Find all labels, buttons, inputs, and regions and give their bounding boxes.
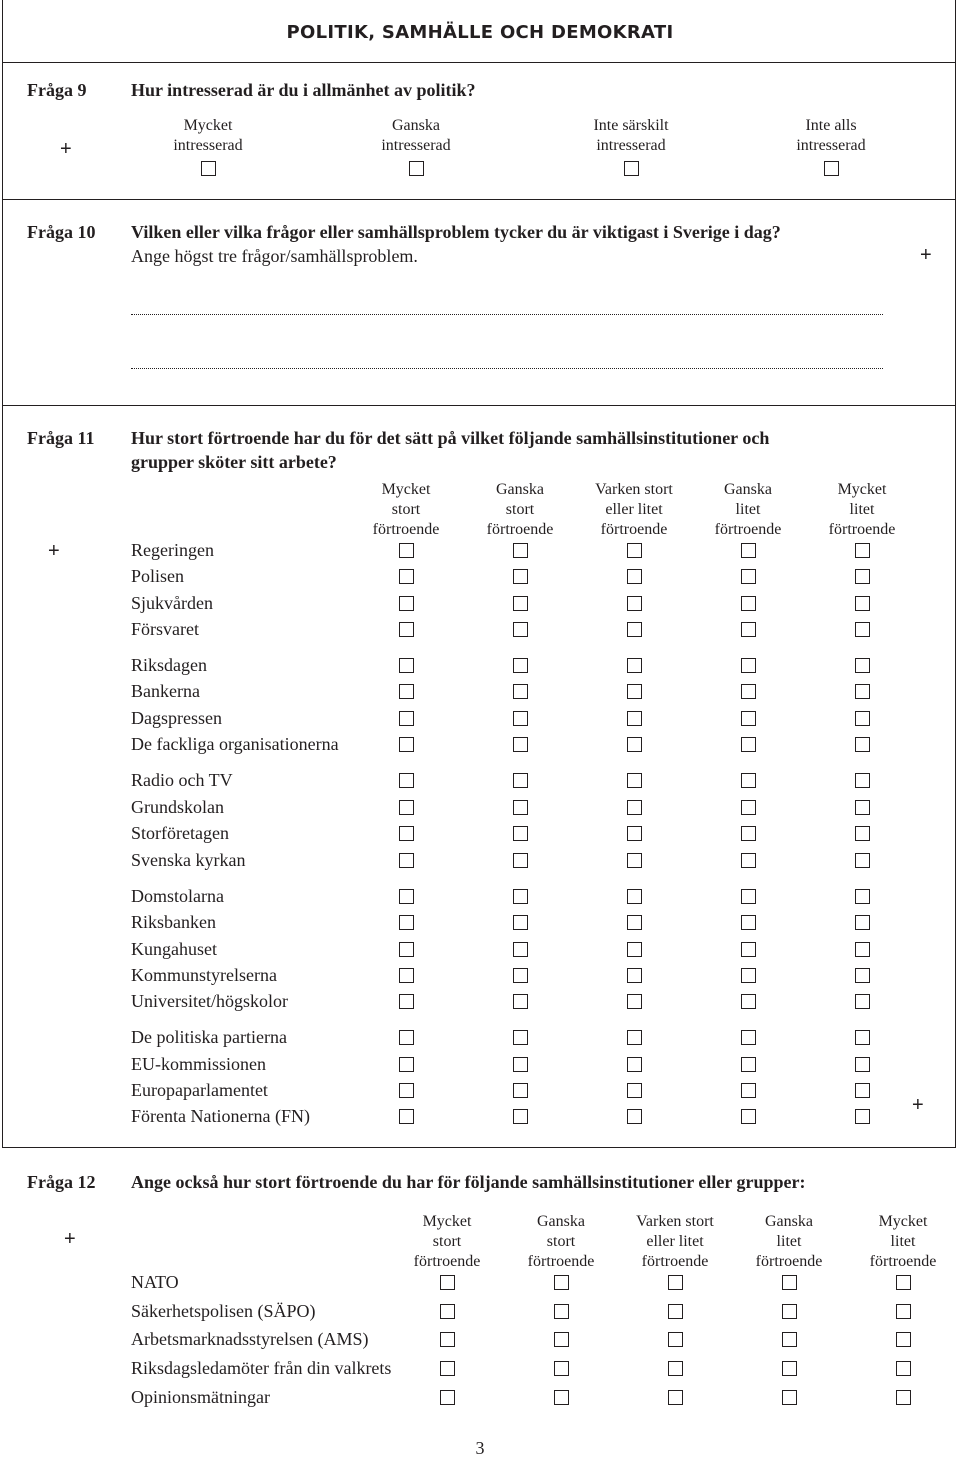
q11-rating-checkbox[interactable] — [513, 684, 528, 699]
q11-column-header-line1: Ganska — [724, 481, 772, 498]
q11-row-label: Dagspressen — [131, 708, 222, 728]
q11-rating-checkbox[interactable] — [855, 915, 870, 930]
q10-answer-line-2[interactable] — [131, 368, 883, 369]
q9-option-checkbox[interactable] — [409, 161, 424, 176]
q12-row-label: Arbetsmarknadsstyrelsen (AMS) — [131, 1329, 369, 1349]
q11-rating-checkbox[interactable] — [855, 658, 870, 673]
q12-column-header-line2: litet — [776, 1233, 802, 1250]
q12-row-label: NATO — [131, 1272, 179, 1292]
q11-rating-checkbox[interactable] — [513, 826, 528, 841]
q12-rating-checkbox[interactable] — [554, 1361, 569, 1376]
q11-rating-checkbox[interactable] — [513, 596, 528, 611]
q11-question-line2: grupper sköter sitt arbete? — [131, 452, 337, 472]
q11-row-label: Universitet/högskolor — [131, 991, 288, 1011]
q11-row-label: Regeringen — [131, 540, 214, 560]
q11-column-header-line2: stort — [505, 501, 535, 518]
q12-rating-checkbox[interactable] — [668, 1332, 683, 1347]
q11-rating-checkbox[interactable] — [627, 658, 642, 673]
q12-question: Ange också hur stort förtroende du har för följande samhällsinstitutioner eller grupper: — [131, 1172, 806, 1192]
q11-rating-checkbox[interactable] — [399, 711, 414, 726]
q12-rating-checkbox[interactable] — [554, 1304, 569, 1319]
q11-rating-checkbox[interactable] — [627, 1109, 642, 1124]
q9-option-label-line1: Mycket — [183, 117, 233, 134]
q11-rating-checkbox[interactable] — [399, 658, 414, 673]
q12-rating-checkbox[interactable] — [896, 1304, 911, 1319]
q11-rating-checkbox[interactable] — [513, 889, 528, 904]
q12-rating-checkbox[interactable] — [896, 1390, 911, 1405]
q10-divider — [2, 405, 956, 406]
q11-column-header — [569, 480, 699, 540]
q11-rating-checkbox[interactable] — [855, 622, 870, 637]
q11-rating-checkbox[interactable] — [741, 800, 756, 815]
q12-rating-checkbox[interactable] — [782, 1361, 797, 1376]
q11-row-label: Försvaret — [131, 619, 199, 639]
q11-rating-checkbox[interactable] — [399, 994, 414, 1009]
q11-rating-checkbox[interactable] — [741, 569, 756, 584]
q11-rating-checkbox[interactable] — [399, 826, 414, 841]
q11-rating-checkbox[interactable] — [627, 915, 642, 930]
q11-row-label: Förenta Nationerna (FN) — [131, 1106, 310, 1126]
q12-rating-checkbox[interactable] — [668, 1275, 683, 1290]
q10-label: Fråga 10 — [27, 222, 96, 242]
q11-rating-checkbox[interactable] — [627, 773, 642, 788]
q12-column-header-line1: Varken stort — [636, 1213, 714, 1230]
q11-row-label: Radio och TV — [131, 770, 233, 790]
q12-label: Fråga 12 — [27, 1172, 96, 1192]
q11-rating-checkbox[interactable] — [399, 569, 414, 584]
q11-rating-checkbox[interactable] — [513, 994, 528, 1009]
q11-rating-checkbox[interactable] — [627, 968, 642, 983]
q11-rating-checkbox[interactable] — [741, 942, 756, 957]
q12-rating-checkbox[interactable] — [782, 1275, 797, 1290]
q11-rating-checkbox[interactable] — [855, 853, 870, 868]
q11-rating-checkbox[interactable] — [399, 968, 414, 983]
q11-row-label: Riksdagen — [131, 655, 207, 675]
q11-row-label: Europaparlamentet — [131, 1080, 268, 1100]
q11-rating-checkbox[interactable] — [741, 1030, 756, 1045]
q11-rating-checkbox[interactable] — [399, 889, 414, 904]
q11-row-label: Polisen — [131, 566, 185, 586]
q11-rating-checkbox[interactable] — [513, 968, 528, 983]
q11-rating-checkbox[interactable] — [399, 1030, 414, 1045]
q11-rating-checkbox[interactable] — [627, 1030, 642, 1045]
q11-rating-checkbox[interactable] — [399, 915, 414, 930]
q11-rating-checkbox[interactable] — [627, 800, 642, 815]
q12-column-header-line3: förtroende — [527, 1253, 595, 1270]
q11-rating-checkbox[interactable] — [855, 1030, 870, 1045]
q9-option-label-line2: intresserad — [596, 137, 666, 154]
q11-row-label: De fackliga organisationerna — [131, 734, 339, 754]
q11-column-header — [683, 480, 813, 540]
q11-rating-checkbox[interactable] — [627, 1057, 642, 1072]
q12-rating-checkbox[interactable] — [668, 1361, 683, 1376]
q11-rating-checkbox[interactable] — [627, 889, 642, 904]
q12-column-header — [382, 1212, 512, 1272]
q11-rating-checkbox[interactable] — [513, 1083, 528, 1098]
q12-rating-checkbox[interactable] — [440, 1390, 455, 1405]
q11-rating-checkbox[interactable] — [855, 569, 870, 584]
q12-column-header-line3: förtroende — [755, 1253, 823, 1270]
q11-rating-checkbox[interactable] — [399, 800, 414, 815]
q11-rating-checkbox[interactable] — [513, 1030, 528, 1045]
q11-rating-checkbox[interactable] — [741, 853, 756, 868]
title-divider — [2, 62, 956, 63]
q12-column-header-line1: Ganska — [537, 1213, 585, 1230]
q12-rating-checkbox[interactable] — [554, 1275, 569, 1290]
q11-column-header-line2: stort — [391, 501, 421, 518]
plus-mark: + — [48, 540, 60, 562]
q11-rating-checkbox[interactable] — [741, 711, 756, 726]
q12-column-header — [496, 1212, 626, 1272]
q12-rating-checkbox[interactable] — [668, 1304, 683, 1319]
q12-rating-checkbox[interactable] — [668, 1390, 683, 1405]
q11-rating-checkbox[interactable] — [513, 853, 528, 868]
q11-rating-checkbox[interactable] — [855, 889, 870, 904]
q11-column-header-line1: Mycket — [837, 481, 887, 498]
q12-rating-checkbox[interactable] — [440, 1304, 455, 1319]
page-number: 3 — [475, 1438, 485, 1458]
plus-mark: + — [920, 244, 932, 266]
q12-rating-checkbox[interactable] — [896, 1361, 911, 1376]
section-title: POLITIK, SAMHÄLLE OCH DEMOKRATI — [286, 22, 674, 43]
q9-option-label-line2: intresserad — [173, 137, 243, 154]
q11-rating-checkbox[interactable] — [741, 915, 756, 930]
q11-rating-checkbox[interactable] — [399, 596, 414, 611]
q12-column-header-line2: stort — [432, 1233, 462, 1250]
q11-rating-checkbox[interactable] — [627, 569, 642, 584]
q11-rating-checkbox[interactable] — [855, 942, 870, 957]
q11-rating-checkbox[interactable] — [741, 1057, 756, 1072]
q9-option-label-line1: Inte alls — [805, 117, 857, 134]
q9-option-label-line1: Ganska — [392, 117, 440, 134]
q11-rating-checkbox[interactable] — [855, 596, 870, 611]
q12-row-label: Riksdagsledamöter från din valkrets — [131, 1358, 392, 1378]
q11-rating-checkbox[interactable] — [513, 543, 528, 558]
q12-column-header-line1: Mycket — [422, 1213, 472, 1230]
q11-row-label: Domstolarna — [131, 886, 224, 906]
q9-option-checkbox[interactable] — [824, 161, 839, 176]
q11-rating-checkbox[interactable] — [855, 800, 870, 815]
q10-answer-line-1[interactable] — [131, 314, 883, 315]
q11-rating-checkbox[interactable] — [513, 942, 528, 957]
q11-rating-checkbox[interactable] — [627, 622, 642, 637]
q11-rating-checkbox[interactable] — [513, 915, 528, 930]
q11-row-label: Storföretagen — [131, 823, 229, 843]
q11-column-header-line1: Ganska — [496, 481, 544, 498]
q11-rating-checkbox[interactable] — [741, 737, 756, 752]
q9-option-header — [351, 116, 481, 156]
q12-column-header-line2: stort — [546, 1233, 576, 1250]
q11-row-label: Kommunstyrelserna — [131, 965, 277, 985]
q11-column-header-line3: förtroende — [714, 521, 782, 538]
q11-rating-checkbox[interactable] — [855, 737, 870, 752]
q9-option-label-line2: intresserad — [381, 137, 451, 154]
q12-rating-checkbox[interactable] — [782, 1390, 797, 1405]
q11-column-header-line1: Mycket — [381, 481, 431, 498]
q11-rating-checkbox[interactable] — [513, 658, 528, 673]
q9-question: Hur intresserad är du i allmänhet av politik? — [131, 80, 476, 100]
q11-rating-checkbox[interactable] — [399, 622, 414, 637]
q11-rating-checkbox[interactable] — [741, 773, 756, 788]
plus-mark: + — [912, 1094, 924, 1116]
q9-option-label-line2: intresserad — [796, 137, 866, 154]
q12-column-header-line2: litet — [890, 1233, 916, 1250]
q11-rating-checkbox[interactable] — [399, 1057, 414, 1072]
q12-rating-checkbox[interactable] — [554, 1390, 569, 1405]
q12-rating-checkbox[interactable] — [554, 1332, 569, 1347]
q11-rating-checkbox[interactable] — [855, 1083, 870, 1098]
q11-column-header-line3: förtroende — [828, 521, 896, 538]
q11-rating-checkbox[interactable] — [741, 1109, 756, 1124]
q12-column-header-line1: Ganska — [765, 1213, 813, 1230]
q10-question-line2: Ange högst tre frågor/samhällsproblem. — [131, 246, 418, 266]
q11-rating-checkbox[interactable] — [741, 826, 756, 841]
q11-rating-checkbox[interactable] — [627, 942, 642, 957]
q11-rating-checkbox[interactable] — [855, 543, 870, 558]
q11-rating-checkbox[interactable] — [741, 1083, 756, 1098]
q9-label: Fråga 9 — [27, 80, 87, 100]
q12-column-header — [610, 1212, 740, 1272]
q11-rating-checkbox[interactable] — [627, 1083, 642, 1098]
q11-rating-checkbox[interactable] — [399, 684, 414, 699]
q11-row-label: De politiska partierna — [131, 1027, 287, 1047]
q11-rating-checkbox[interactable] — [627, 711, 642, 726]
q11-row-label: EU-kommissionen — [131, 1054, 266, 1074]
q11-rating-checkbox[interactable] — [399, 737, 414, 752]
q11-rating-checkbox[interactable] — [627, 853, 642, 868]
q9-option-checkbox[interactable] — [624, 161, 639, 176]
q11-column-header-line2: litet — [735, 501, 761, 518]
q11-rating-checkbox[interactable] — [399, 1083, 414, 1098]
q11-rating-checkbox[interactable] — [627, 543, 642, 558]
q11-rating-checkbox[interactable] — [855, 711, 870, 726]
q11-rating-checkbox[interactable] — [741, 622, 756, 637]
q12-rating-checkbox[interactable] — [440, 1332, 455, 1347]
q11-column-header — [797, 480, 927, 540]
q11-rating-checkbox[interactable] — [399, 543, 414, 558]
q11-column-header — [341, 480, 471, 540]
q11-rating-checkbox[interactable] — [855, 826, 870, 841]
q11-column-header-line2: litet — [849, 501, 875, 518]
q11-rating-checkbox[interactable] — [627, 737, 642, 752]
q11-rating-checkbox[interactable] — [627, 826, 642, 841]
q11-rating-checkbox[interactable] — [627, 994, 642, 1009]
q11-column-header-line1: Varken stort — [595, 481, 673, 498]
q11-column-header-line3: förtroende — [372, 521, 440, 538]
q9-option-header — [766, 116, 896, 156]
q11-rating-checkbox[interactable] — [513, 1057, 528, 1072]
q11-column-header — [455, 480, 585, 540]
q11-row-label: Kungahuset — [131, 939, 217, 959]
q9-option-label-line1: Inte särskilt — [593, 117, 669, 134]
q11-rating-checkbox[interactable] — [741, 684, 756, 699]
q9-divider — [2, 199, 956, 200]
q11-rating-checkbox[interactable] — [741, 596, 756, 611]
q11-rating-checkbox[interactable] — [627, 684, 642, 699]
q12-column-header-line2: eller litet — [646, 1233, 704, 1250]
q12-rating-checkbox[interactable] — [782, 1304, 797, 1319]
q11-rating-checkbox[interactable] — [855, 968, 870, 983]
q12-column-header-line3: förtroende — [641, 1253, 709, 1270]
q11-rating-checkbox[interactable] — [855, 994, 870, 1009]
q11-row-label: Grundskolan — [131, 797, 224, 817]
q12-column-header-line3: förtroende — [413, 1253, 481, 1270]
q12-rating-checkbox[interactable] — [782, 1332, 797, 1347]
q12-rating-checkbox[interactable] — [440, 1275, 455, 1290]
q11-question-line1: Hur stort förtroende har du för det sätt på vilket följande samhällsinstitutioner och — [131, 428, 770, 448]
q11-rating-checkbox[interactable] — [513, 569, 528, 584]
q9-option-header — [566, 116, 696, 156]
plus-mark: + — [60, 138, 72, 160]
q12-row-label: Säkerhetspolisen (SÄPO) — [131, 1301, 316, 1321]
q11-rating-checkbox[interactable] — [741, 543, 756, 558]
q11-rating-checkbox[interactable] — [399, 773, 414, 788]
q11-row-label: Riksbanken — [131, 912, 216, 932]
q11-label: Fråga 11 — [27, 428, 95, 448]
q11-rating-checkbox[interactable] — [513, 622, 528, 637]
q11-rating-checkbox[interactable] — [513, 711, 528, 726]
q10-question-line1: Vilken eller vilka frågor eller samhällsproblem tycker du är viktigast i Sverige i dag? — [131, 222, 781, 242]
q12-column-header — [724, 1212, 854, 1272]
q11-row-label: Sjukvården — [131, 593, 213, 613]
q11-rating-checkbox[interactable] — [513, 737, 528, 752]
q12-column-header-line1: Mycket — [878, 1213, 928, 1230]
q11-rating-checkbox[interactable] — [855, 773, 870, 788]
plus-mark: + — [64, 1228, 76, 1250]
q11-rating-checkbox[interactable] — [855, 1109, 870, 1124]
q9-option-checkbox[interactable] — [201, 161, 216, 176]
q12-rating-checkbox[interactable] — [440, 1361, 455, 1376]
q11-rating-checkbox[interactable] — [855, 1057, 870, 1072]
q11-column-header-line3: förtroende — [486, 521, 554, 538]
q11-rating-checkbox[interactable] — [741, 994, 756, 1009]
q12-row-label: Opinionsmätningar — [131, 1387, 270, 1407]
q11-rating-checkbox[interactable] — [741, 889, 756, 904]
q11-rating-checkbox[interactable] — [513, 800, 528, 815]
q11-row-label: Bankerna — [131, 681, 200, 701]
q11-rating-checkbox[interactable] — [513, 773, 528, 788]
q11-rating-checkbox[interactable] — [399, 1109, 414, 1124]
q11-rating-checkbox[interactable] — [513, 1109, 528, 1124]
q11-rating-checkbox[interactable] — [627, 596, 642, 611]
q12-column-header-line3: förtroende — [869, 1253, 937, 1270]
q12-rating-checkbox[interactable] — [896, 1332, 911, 1347]
q12-column-header — [838, 1212, 960, 1272]
q9-option-header — [143, 116, 273, 156]
q11-row-label: Svenska kyrkan — [131, 850, 246, 870]
q11-rating-checkbox[interactable] — [741, 968, 756, 983]
q11-rating-checkbox[interactable] — [855, 684, 870, 699]
q11-column-header-line2: eller litet — [605, 501, 663, 518]
q11-column-header-line3: förtroende — [600, 521, 668, 538]
q11-rating-checkbox[interactable] — [741, 658, 756, 673]
q12-rating-checkbox[interactable] — [896, 1275, 911, 1290]
q11-rating-checkbox[interactable] — [399, 942, 414, 957]
q11-rating-checkbox[interactable] — [399, 853, 414, 868]
